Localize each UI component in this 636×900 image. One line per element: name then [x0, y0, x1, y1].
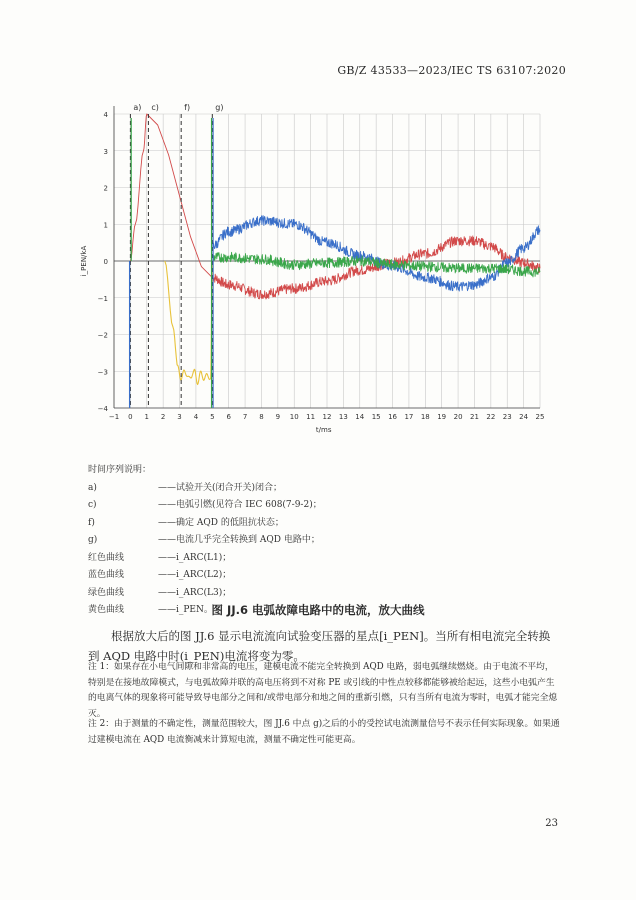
x-tick-label: 6	[226, 413, 231, 421]
legend-text: ——电流几乎完全转换到 AQD 电路中；	[158, 535, 320, 545]
x-tick-label: −1	[108, 413, 120, 421]
y-tick-label: −4	[97, 405, 108, 413]
marker-label: g)	[215, 103, 224, 112]
legend-key: f)	[88, 517, 95, 528]
legend-key: a)	[88, 482, 97, 493]
marker-label: f)	[184, 103, 191, 112]
legend-item	[88, 480, 322, 498]
x-tick-label: 19	[437, 413, 447, 421]
figure-caption: 图 JJ.6 电弧故障电路中的电流，放大曲线	[211, 603, 425, 617]
chart-legend	[88, 462, 322, 620]
x-tick-label: 1	[144, 413, 150, 421]
x-tick-label: 4	[193, 413, 199, 421]
legend-item	[88, 532, 322, 550]
y-tick-label: 1	[103, 221, 108, 230]
series-line	[165, 261, 213, 385]
legend-text: ——试验开关(闭合开关)闭合；	[158, 482, 283, 493]
x-tick-label: 5	[210, 413, 215, 421]
x-tick-label: 21	[470, 413, 479, 421]
legend-text: ——i_PEN。	[158, 605, 213, 615]
legend-key: 绿色曲线	[88, 587, 125, 598]
legend-text: ——电弧引燃(见符合 IEC 608(7-9-2)；	[158, 500, 322, 510]
legend-text: ——i_ARC(L2)；	[158, 570, 232, 580]
legend-item	[88, 515, 322, 533]
y-axis-label: i_PEN/kA	[80, 245, 88, 277]
legend-item	[88, 567, 322, 585]
legend-item	[88, 550, 322, 568]
y-tick-label: 3	[103, 147, 108, 156]
legend-intro: 时间序列说明：	[88, 465, 152, 475]
x-tick-label: 3	[177, 413, 182, 421]
y-tick-label: 2	[103, 184, 108, 193]
legend-text: ——i_ARC(L1)；	[158, 552, 232, 563]
y-tick-label: −2	[97, 331, 108, 340]
y-tick-label: 0	[103, 258, 108, 266]
body-paragraph: 根据放大后的图 JJ.6 显示电流流向试验变压器的星点[i_PEN]。当所有相电流完全转换到 AQD 电路中时(i_PEN)电流将变为零。	[88, 629, 551, 663]
legend-item	[88, 585, 322, 603]
marker-label: a)	[133, 103, 142, 112]
x-tick-label: 23	[502, 413, 512, 421]
legend-text: ——i_ARC(L3)；	[158, 587, 232, 598]
x-tick-label: 20	[453, 413, 463, 421]
legend-item	[88, 497, 322, 515]
x-tick-label: 15	[371, 413, 381, 421]
x-tick-label: 22	[486, 413, 496, 421]
x-tick-label: 25	[535, 413, 545, 421]
legend-key: c)	[88, 500, 97, 510]
note-2: 注 2：由于测量的不确定性，测量范围较大，图 JJ.6 中点 g)之后的小的受控试电流测量信号不表示任何实际现象。如果通过建模电流在 AQD 电流衡减来计算短电流，测量不确定性可能更高。	[88, 719, 560, 745]
current-chart	[70, 96, 560, 436]
legend-text: ——确定 AQD 的低阻抗状态；	[158, 517, 284, 528]
legend-key: g)	[88, 535, 98, 545]
y-tick-label: −3	[97, 368, 108, 377]
x-tick-label: 8	[259, 413, 264, 421]
x-tick-label: 17	[404, 413, 414, 421]
x-tick-label: 14	[355, 413, 365, 421]
series-line	[130, 114, 540, 299]
x-tick-label: 2	[160, 413, 166, 421]
legend-key: 红色曲线	[88, 552, 125, 563]
y-tick-label: 4	[103, 111, 108, 119]
x-tick-label: 0	[128, 413, 133, 421]
running-header: GB/Z 43533—2023/IEC TS 63107:2020	[337, 64, 566, 77]
x-tick-label: 11	[306, 413, 316, 421]
x-tick-label: 18	[420, 413, 430, 421]
x-tick-label: 16	[388, 413, 397, 421]
note-1: 注 1：如果存在小电气间隙和非常高的电压，建模电流不能完全转换到 AQD 电路，弱电弧继续燃烧。由于电流不平均，特别是在接地故障模式，与电弧故障并联的高电压将到不对称 PE 或引线的中性点较移都能够被给起远，这些小电弧产生的电离气体的现象将可能导致导电部分之间和/或带电部分和地之间的重新引燃，只有当所有电流为零时，电弧才能完全熄灭。	[88, 662, 558, 719]
x-tick-label: 24	[519, 413, 529, 421]
x-tick-label: 7	[242, 413, 248, 421]
page-number: 23	[545, 818, 558, 829]
legend-key: 黄色曲线	[88, 605, 125, 615]
x-axis-label: t/ms	[315, 426, 332, 434]
x-tick-label: 12	[322, 413, 332, 421]
legend-key: 蓝色曲线	[88, 570, 125, 580]
x-tick-label: 13	[338, 413, 348, 421]
marker-label: c)	[151, 103, 159, 112]
x-tick-label: 10	[289, 413, 299, 421]
x-tick-label: 9	[275, 413, 281, 421]
y-tick-label: −1	[97, 294, 108, 303]
